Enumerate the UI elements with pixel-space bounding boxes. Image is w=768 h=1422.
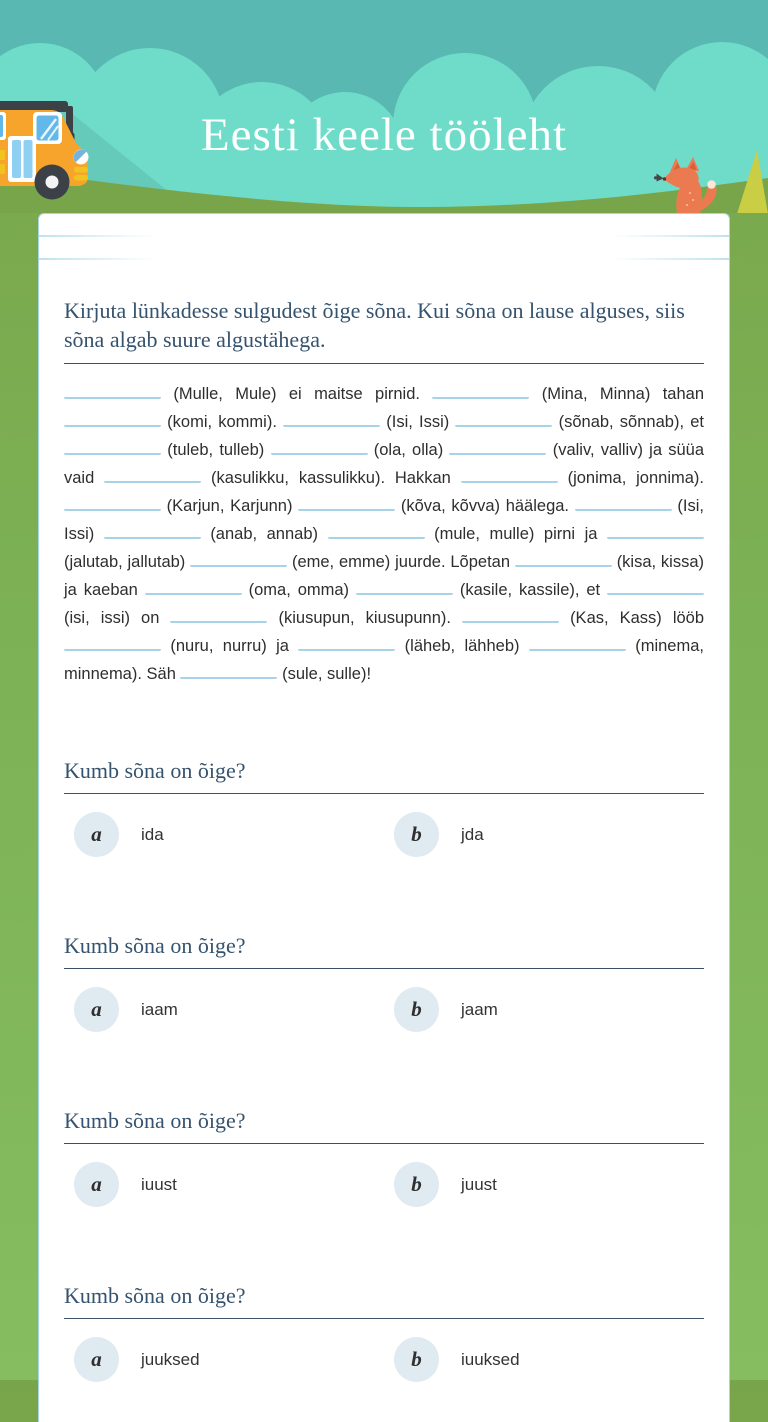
answer-blank[interactable] bbox=[64, 412, 161, 427]
answer-option[interactable] bbox=[384, 987, 704, 1032]
paragraph-text: (sõnab, sõnnab), et bbox=[558, 413, 704, 431]
questions-list bbox=[64, 758, 704, 1382]
paragraph-text: (Karjun, Karjunn) bbox=[166, 497, 293, 515]
paragraph-text: (komi, kommi). bbox=[167, 413, 277, 431]
answer-blank[interactable] bbox=[461, 468, 558, 483]
answer-blank[interactable] bbox=[64, 440, 161, 455]
instructions-text: Kirjuta lünkadesse sulgudest õige sõna. Kui sõna on lause alguses, siis sõna algab suure algustähega. bbox=[64, 298, 685, 352]
option-label: juust bbox=[461, 1174, 497, 1194]
answer-blank[interactable] bbox=[607, 524, 704, 539]
paragraph-text: (anab, annab) bbox=[210, 525, 319, 543]
answer-blank[interactable] bbox=[529, 636, 626, 651]
options-row bbox=[64, 1337, 704, 1382]
paragraph-text: (isi, issi) on bbox=[64, 609, 160, 627]
divider bbox=[64, 968, 704, 969]
answer-blank[interactable] bbox=[432, 384, 529, 399]
paragraph-text: (Isi, Issi) bbox=[386, 413, 450, 431]
decorative-ruled-line bbox=[39, 258, 729, 260]
options-row bbox=[64, 987, 704, 1032]
answer-blank[interactable] bbox=[607, 580, 704, 595]
answer-blank[interactable] bbox=[145, 580, 242, 595]
answer-option[interactable] bbox=[384, 1337, 704, 1382]
question-block bbox=[64, 1108, 704, 1207]
answer-blank[interactable] bbox=[64, 636, 161, 651]
answer-blank[interactable] bbox=[298, 636, 395, 651]
paragraph-text: (Mulle, Mule) ei maitse pirnid. bbox=[173, 385, 420, 403]
option-letter-bubble[interactable]: a bbox=[74, 1162, 119, 1207]
paragraph-text: (jonima, jonnima). bbox=[567, 469, 705, 487]
options-row bbox=[64, 1162, 704, 1207]
option-label: ida bbox=[141, 824, 164, 844]
option-letter-bubble[interactable]: a bbox=[74, 987, 119, 1032]
paragraph-text: (läheb, lähheb) bbox=[404, 637, 520, 655]
question-title: Kumb sõna on õige? bbox=[64, 758, 246, 783]
divider bbox=[64, 1143, 704, 1144]
paragraph-text: (eme, emme) juurde. Lõpetan bbox=[291, 553, 511, 571]
option-letter-bubble[interactable]: b bbox=[394, 812, 439, 857]
answer-option[interactable] bbox=[64, 987, 384, 1032]
question-title: Kumb sõna on õige? bbox=[64, 1108, 246, 1133]
paragraph-text: (kasulikku, kassulikku). Hakkan bbox=[211, 469, 451, 487]
divider bbox=[64, 1318, 704, 1319]
answer-blank[interactable] bbox=[298, 496, 395, 511]
paragraph-text: (minema, minnema). Säh bbox=[64, 637, 704, 683]
answer-blank[interactable] bbox=[356, 580, 453, 595]
answer-blank[interactable] bbox=[104, 524, 201, 539]
paragraph-text: (Isi, Issi) bbox=[64, 497, 704, 543]
question-block bbox=[64, 1283, 704, 1382]
option-label: iaam bbox=[141, 999, 178, 1019]
question-block bbox=[64, 933, 704, 1032]
option-label: iuuksed bbox=[461, 1349, 520, 1369]
answer-blank[interactable] bbox=[515, 552, 612, 567]
answer-blank[interactable] bbox=[328, 524, 425, 539]
answer-option[interactable] bbox=[384, 812, 704, 857]
paragraph-text: (valiv, valliv) ja süüa vaid bbox=[64, 441, 705, 487]
answer-blank[interactable] bbox=[190, 552, 287, 567]
divider bbox=[64, 363, 704, 364]
paragraph-text: (jalutab, jallutab) bbox=[64, 553, 186, 571]
paragraph-text: (sule, sulle)! bbox=[282, 665, 372, 683]
paragraph-text: (Kas, Kass) lööb bbox=[570, 609, 705, 627]
page-title: Eesti keele tööleht bbox=[200, 109, 568, 161]
paragraph-text: (tuleb, tulleb) bbox=[167, 441, 265, 459]
paragraph-text: (nuru, nurru) ja bbox=[170, 637, 289, 655]
paragraph-text: (kisa, kissa) ja kaeban bbox=[64, 553, 705, 599]
answer-blank[interactable] bbox=[64, 496, 161, 511]
answer-option[interactable] bbox=[64, 1337, 384, 1382]
paragraph-text: (kõva, kõvva) häälega. bbox=[400, 497, 570, 515]
answer-blank[interactable] bbox=[64, 384, 161, 399]
answer-blank[interactable] bbox=[271, 440, 368, 455]
fill-in-paragraph bbox=[64, 380, 704, 688]
decorative-ruled-line bbox=[39, 235, 729, 237]
header-banner bbox=[0, 0, 768, 213]
paragraph-text: (kasile, kassile), et bbox=[459, 581, 601, 599]
paragraph-text: (mule, mulle) pirni ja bbox=[434, 525, 598, 543]
divider bbox=[64, 793, 704, 794]
paragraph-text: (oma, omma) bbox=[248, 581, 350, 599]
option-label: jda bbox=[461, 824, 484, 844]
answer-blank[interactable] bbox=[449, 440, 546, 455]
answer-blank[interactable] bbox=[455, 412, 552, 427]
option-label: iuust bbox=[141, 1174, 177, 1194]
answer-blank[interactable] bbox=[462, 608, 559, 623]
options-row bbox=[64, 812, 704, 857]
answer-blank[interactable] bbox=[283, 412, 380, 427]
answer-option[interactable] bbox=[64, 812, 384, 857]
option-letter-bubble[interactable]: b bbox=[394, 1162, 439, 1207]
option-label: jaam bbox=[461, 999, 498, 1019]
answer-option[interactable] bbox=[64, 1162, 384, 1207]
question-title: Kumb sõna on õige? bbox=[64, 1283, 246, 1308]
option-letter-bubble[interactable]: b bbox=[394, 987, 439, 1032]
question-title: Kumb sõna on õige? bbox=[64, 933, 246, 958]
paragraph-text: (kiusupun, kiusupunn). bbox=[278, 609, 451, 627]
option-letter-bubble[interactable]: a bbox=[74, 1337, 119, 1382]
answer-option[interactable] bbox=[384, 1162, 704, 1207]
worksheet-card bbox=[38, 213, 730, 1422]
answer-blank[interactable] bbox=[180, 664, 277, 679]
option-label: juuksed bbox=[141, 1349, 200, 1369]
paragraph-text: (Mina, Minna) tahan bbox=[541, 385, 705, 403]
paragraph-text: (ola, olla) bbox=[373, 441, 444, 459]
answer-blank[interactable] bbox=[575, 496, 672, 511]
question-block bbox=[64, 758, 704, 857]
option-letter-bubble[interactable]: b bbox=[394, 1337, 439, 1382]
option-letter-bubble[interactable]: a bbox=[74, 812, 119, 857]
answer-blank[interactable] bbox=[170, 608, 267, 623]
answer-blank[interactable] bbox=[104, 468, 201, 483]
